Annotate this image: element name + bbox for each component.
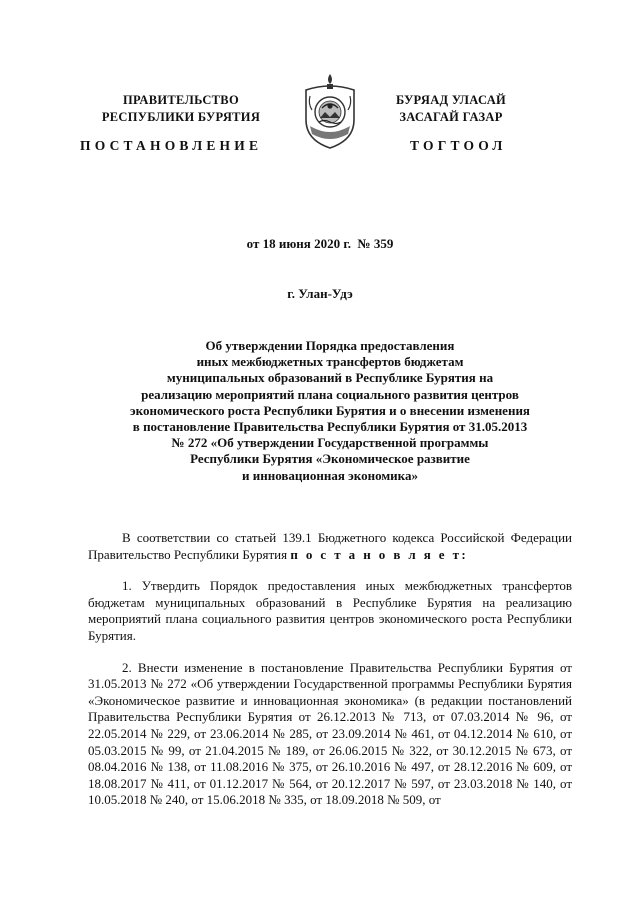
government-name-buryat-line2: ЗАСАГАЙ ГАЗАР <box>399 110 503 124</box>
document-date-number: от 18 июня 2020 г. № 359 <box>246 236 394 251</box>
document-body <box>88 530 572 824</box>
preamble-paragraph <box>88 530 572 563</box>
government-name-buryat <box>376 92 526 126</box>
item-2-paragraph: 2. Внести изменение в постановление Правительства Республики Бурятия от 31.05.2013 № 272 «Об утверждении Государственной программы Республики Бурятия «Экономическое развитие и инновационная экономика» (в редакции постановлений Правительства Республики Бурятия от 26.12.2013 № 713, от 07.03.2014 № 96, от 22.05.2014 № 229, от 23.06.2014 № 285, от 23.09.2014 № 461, от 04.12.2014 № 610, от 05.03.2015 № 99, от 21.04.2015 № 189, от 26.06.2015 № 322, от 30.12.2015 № 673, от 08.04.2016 № 138, от 11.08.2016 № 375, от 26.10.2016 № 497, от 28.12.2016 № 609, от 18.08.2017 № 411, от 01.12.2017 № 564, от 20.12.2017 № 597, от 23.03.2018 № 140, от 10.05.2018 № 240, от 15.06.2018 № 335, от 18.09.2018 № 509, от <box>88 659 572 808</box>
document-city: г. Улан-Удэ <box>287 286 353 301</box>
buryatia-coat-of-arms-icon <box>300 72 360 152</box>
decree-word: п о с т а н о в л я е т: <box>290 546 469 562</box>
title-line: № 272 «Об утверждении Государственной программы <box>171 435 489 451</box>
government-name-buryat-line1: БУРЯАД УЛАСАЙ <box>395 93 507 107</box>
title-line: и инновационная экономика» <box>242 467 418 483</box>
title-line: Об утверждении Порядка предоставления <box>205 338 455 353</box>
item-1-paragraph: 1. Утвердить Порядок предоставления иных межбюджетных трансфертов бюджетам муниципальных образований в Республике Бурятия на реализацию мероприятий плана социального развития центров экономического роста Республики Бурятия. <box>88 578 572 643</box>
preamble-text: В соответствии со статьей 139.1 Бюджетного кодекса Российской Федерации Правительство Республики Бурятия <box>88 530 572 562</box>
title-line: реализацию мероприятий плана социального развития центров <box>141 386 519 402</box>
title-line: муниципальных образований в Республике Бурятия на <box>166 370 494 386</box>
title-line: Республики Бурятия «Экономическое развитие <box>190 451 470 467</box>
government-name-russian <box>92 92 270 126</box>
government-name-line1: ПРАВИТЕЛЬСТВО <box>123 93 239 107</box>
title-line: экономического роста Республики Бурятия и о внесении изменения <box>130 402 530 418</box>
government-name-line2: РЕСПУБЛИКИ БУРЯТИЯ <box>101 110 261 124</box>
document-type-russian: ПОСТАНОВЛЕНИЕ <box>80 138 263 153</box>
document-title <box>80 338 580 484</box>
document-type-buryat: ТОГТООЛ <box>410 138 507 153</box>
title-line: иных межбюджетных трансфертов бюджетам <box>196 354 464 370</box>
title-line: в постановление Правительства Республики Бурятия от 31.05.2013 <box>132 419 528 435</box>
